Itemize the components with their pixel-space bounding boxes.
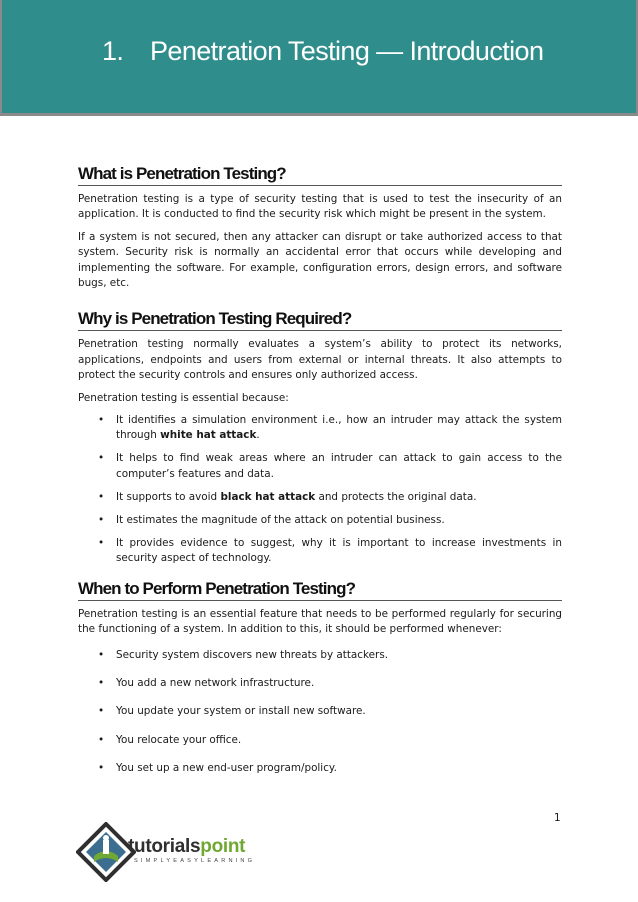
when-list — [98, 648, 562, 777]
list-item: • You set up a new end-user program/policy. — [98, 761, 562, 776]
paragraph: Penetration testing is an essential feature that needs to be performed regularly for securing the functioning of a system. In addition to this, it should be performed whenever: — [78, 607, 562, 636]
logo-emblem-icon — [76, 822, 136, 882]
chapter-title-text: Penetration Testing — Introduction — [150, 36, 544, 66]
page-number: 1 — [554, 812, 561, 824]
logo-tagline: SIMPLYEASYLEARNING — [134, 858, 256, 864]
paragraph: If a system is not secured, then any attacker can disrupt or take authorized access to that system. Security risk is normally an accidental error that occurs while developing and implementing the software. For example, configuration errors, design errors, and software bugs, etc. — [78, 230, 562, 290]
list-item: • It supports to avoid black hat attack and protects the original data. — [98, 490, 562, 505]
section-heading-when: When to Perform Penetration Testing? — [78, 579, 562, 601]
bold-term: white hat attack — [160, 429, 257, 442]
reasons-list — [98, 413, 562, 567]
list-item: • You relocate your office. — [98, 733, 562, 748]
section-heading-why: Why is Penetration Testing Required? — [78, 309, 562, 331]
chapter-number: 1. — [102, 36, 124, 66]
section-heading-what: What is Penetration Testing? — [78, 164, 562, 186]
paragraph: Penetration testing is a type of security testing that is used to test the insecurity of an application. It is conducted to find the security risk which might be present in the system. — [78, 193, 562, 221]
list-item: • It identifies a simulation environment i.e., how an intruder may attack the system through white hat attack. — [98, 413, 562, 444]
list-item: • It provides evidence to suggest, why it is important to increase investments in security aspect of technology. — [98, 536, 562, 567]
list-item: • It estimates the magnitude of the attack on potential business. — [98, 513, 562, 528]
chapter-title — [102, 36, 543, 67]
paragraph: Penetration testing is essential because: — [78, 391, 289, 404]
tutorialspoint-logo — [76, 822, 276, 882]
chapter-banner — [0, 0, 638, 116]
logo-wordmark: tutorialspoint — [128, 836, 246, 857]
list-item: • You update your system or install new software. — [98, 704, 562, 719]
list-item: • You add a new network infrastructure. — [98, 676, 562, 691]
paragraph: Penetration testing normally evaluates a system’s ability to protect its networks, applications, endpoints and users from external or internal threats. It also attempts to protect the security controls and ensures only authorized access. — [78, 338, 562, 382]
list-item: • It helps to find weak areas where an intruder can attack to gain access to the computer’s features and data. — [98, 451, 562, 482]
page-content — [78, 164, 562, 790]
list-item: • Security system discovers new threats by attackers. — [98, 648, 562, 663]
bold-term: black hat attack — [220, 490, 316, 503]
